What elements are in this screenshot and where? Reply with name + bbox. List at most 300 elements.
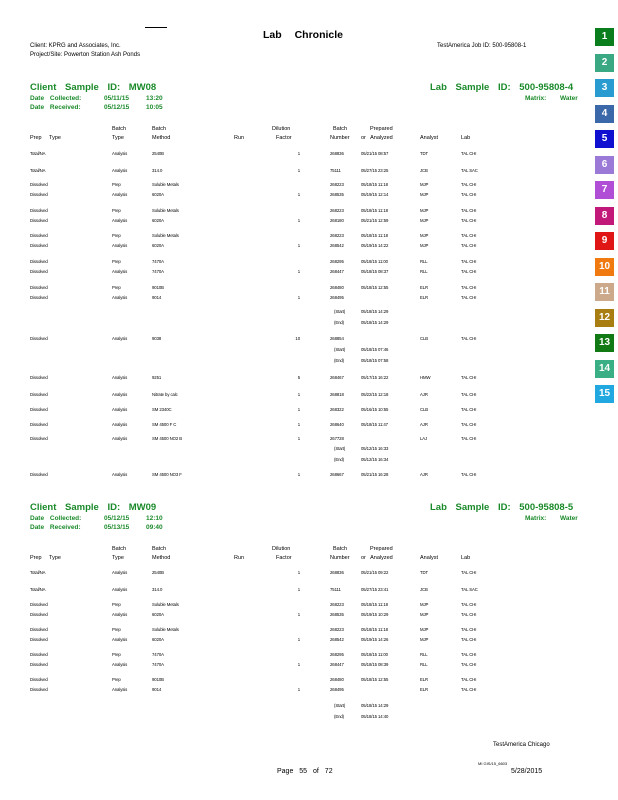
cell-prepared-date: 05/21/15 09:22	[361, 570, 389, 575]
cell-dilution: 1	[297, 436, 300, 441]
cell-lab: TAL CHI	[461, 637, 477, 642]
date-collected: 05/11/15	[104, 95, 129, 102]
col-analyst: Analyst	[420, 555, 439, 561]
cell-batch-method: Nitrate by calc	[152, 392, 178, 397]
cell-lab: TAL CHI	[461, 151, 477, 156]
cell-dilution: 1	[297, 295, 300, 300]
section-tab-3[interactable]: 3	[595, 79, 614, 97]
cell-batch-method: 7470A	[152, 652, 164, 657]
cell-dilution: 10	[295, 336, 300, 341]
cell-batch-type: Analysis	[112, 392, 128, 397]
cell-batch-type: Analysis	[112, 407, 128, 412]
cell-batch-number: 268480	[330, 677, 344, 682]
col-prepared-2: or Analyzed	[361, 555, 393, 561]
cell-batch-method: 7470A	[152, 662, 164, 667]
col-lab: Lab	[461, 135, 471, 141]
cell-batch-type: Prep	[112, 677, 121, 682]
cell-lab: TAL CHI	[461, 182, 477, 187]
cell-analyst: ELR	[420, 687, 429, 692]
col-prepared-1: Prepared	[370, 546, 393, 552]
cell-prep-type: Dissolved	[30, 602, 48, 607]
cell-analyst: ELR	[420, 285, 429, 290]
cell-prepared-date: 05/18/15 14:40	[361, 714, 389, 719]
cell-prep-type: Dissolved	[30, 662, 48, 667]
cell-batch-method: 9014	[152, 295, 162, 300]
cell-prepared-date: 05/21/15 08:57	[361, 151, 389, 156]
cell-analyst: MJP	[420, 208, 429, 213]
cell-batch-number: 268854	[330, 336, 344, 341]
cell-analyst: MJP	[420, 612, 429, 617]
cell-batch-method: 6020A	[152, 243, 164, 248]
header-rule	[145, 27, 167, 28]
page-number: Page 55 of 72	[277, 768, 333, 775]
section-tab-12[interactable]: 12	[595, 309, 614, 327]
col-prep-type: Prep Type	[30, 135, 61, 141]
cell-batch-type: Analysis	[112, 472, 128, 477]
cell-lab: TAL CHI	[461, 285, 477, 290]
cell-analyst: MJP	[420, 218, 429, 223]
cell-batch-type: Prep	[112, 259, 121, 264]
cell-lab: TAL CHI	[461, 472, 477, 477]
cell-lab: TAL CHI	[461, 208, 477, 213]
cell-prepared-date: 05/12/15 16:33	[361, 446, 389, 451]
cell-start-end: (Start)	[334, 309, 346, 314]
cell-batch-type: Analysis	[112, 295, 128, 300]
cell-batch-method: Soluble Metals	[152, 208, 179, 213]
cell-prep-type: Dissolved	[30, 652, 48, 657]
col-batch-type-2: Type	[112, 555, 124, 561]
matrix-label: Matrix:	[525, 95, 547, 102]
section-tab-10[interactable]: 10	[595, 258, 614, 276]
cell-lab: TAL CHI	[461, 687, 477, 692]
cell-lab: TAL SAC	[461, 587, 478, 592]
cell-lab: TAL CHI	[461, 336, 477, 341]
col-dilution-1: Dilution	[272, 546, 291, 552]
cell-batch-type: Analysis	[112, 612, 128, 617]
cell-lab: TAL CHI	[461, 570, 477, 575]
cell-start-end: (End)	[334, 714, 345, 719]
cell-prepared-date: 05/27/15 23:25	[361, 168, 389, 173]
cell-prepared-date: 05/21/15 12:59	[361, 218, 389, 223]
cell-batch-type: Prep	[112, 208, 121, 213]
cell-prepared-date: 05/18/15 11:18	[361, 208, 388, 213]
cell-batch-method: 6020A	[152, 612, 164, 617]
cell-prep-type: Dissolved	[30, 677, 48, 682]
page-title: Lab Chronicle	[263, 29, 344, 41]
cell-prepared-date: 05/19/15 12:14	[361, 192, 389, 197]
cell-batch-method: 2540B	[152, 570, 164, 575]
cell-batch-number: 268447	[330, 269, 344, 274]
cell-prep-type: Dissolved	[30, 336, 48, 341]
col-run: Run	[234, 555, 245, 561]
cell-lab: TAL CHI	[461, 407, 477, 412]
cell-prepared-date: 05/19/15 14:22	[361, 243, 389, 248]
cell-dilution: 1	[297, 218, 300, 223]
cell-batch-number: 268542	[330, 637, 344, 642]
cell-prep-type: Total/NA	[30, 587, 46, 592]
cell-analyst: TDT	[420, 570, 429, 575]
cell-lab: TAL CHI	[461, 422, 477, 427]
cell-prepared-date: 05/27/15 23:41	[361, 587, 389, 592]
cell-batch-number: 268180	[330, 218, 344, 223]
date-collected-label: Date Collected:	[30, 95, 82, 102]
date-received: 05/13/15	[104, 524, 130, 531]
cell-analyst: CLB	[420, 407, 429, 412]
cell-prep-type: Dissolved	[30, 243, 48, 248]
section-tab-9[interactable]: 9	[595, 232, 614, 250]
cell-analyst: ELR	[420, 295, 429, 300]
cell-start-end: (End)	[334, 358, 345, 363]
cell-batch-number: 268223	[330, 208, 344, 213]
cell-batch-number: 268223	[330, 627, 344, 632]
cell-batch-type: Prep	[112, 652, 121, 657]
col-batch-number-1: Batch	[333, 546, 348, 552]
cell-prepared-date: 05/18/15 07:58	[361, 358, 389, 363]
col-batch-type-2: Type	[112, 135, 124, 141]
footer-date: 5/28/2015	[511, 768, 543, 775]
cell-batch-type: Analysis	[112, 422, 128, 427]
cell-prepared-date: 05/18/15 11:18	[361, 602, 388, 607]
col-batch-number-2: Number	[330, 555, 350, 561]
cell-start-end: (Start)	[334, 446, 346, 451]
cell-lab: TAL CHI	[461, 392, 477, 397]
cell-batch-number: 268295	[330, 652, 344, 657]
cell-lab: TAL CHI	[461, 218, 477, 223]
cell-batch-number: 268495	[330, 687, 344, 692]
cell-prep-type: Total/NA	[30, 151, 46, 156]
cell-lab: TAL CHI	[461, 627, 477, 632]
cell-dilution: 1	[297, 243, 300, 248]
col-batch-method-2: Method	[152, 135, 171, 141]
cell-prep-type: Dissolved	[30, 192, 48, 197]
cell-batch-number: 268295	[330, 259, 344, 264]
cell-batch-method: 7470A	[152, 269, 164, 274]
cell-dilution: 1	[297, 637, 300, 642]
cell-batch-type: Analysis	[112, 218, 128, 223]
cell-batch-type: Analysis	[112, 168, 128, 173]
cell-batch-number: 268322	[330, 407, 344, 412]
cell-lab: TAL CHI	[461, 243, 477, 248]
cell-prepared-date: 05/18/15 12:55	[361, 285, 389, 290]
cell-prepared-date: 05/17/15 16:22	[361, 375, 389, 380]
cell-batch-number: 268223	[330, 602, 344, 607]
cell-prepared-date: 05/16/15 10:55	[361, 407, 389, 412]
cell-prepared-date: 05/19/15 10:29	[361, 612, 389, 617]
cell-dilution: 1	[297, 192, 300, 197]
matrix: Water	[560, 515, 578, 522]
cell-lab: TAL CHI	[461, 375, 477, 380]
cell-lab: TAL CHI	[461, 259, 477, 264]
cell-prep-type: Dissolved	[30, 259, 48, 264]
cell-prepared-date: 05/18/15 12:55	[361, 677, 389, 682]
cell-batch-method: 314.0	[152, 168, 163, 173]
cell-dilution: 1	[297, 472, 300, 477]
date-received: 05/12/15	[104, 104, 130, 111]
cell-dilution: 1	[297, 687, 300, 692]
matrix-label: Matrix:	[525, 515, 547, 522]
cell-prep-type: Dissolved	[30, 627, 48, 632]
cell-batch-type: Prep	[112, 233, 121, 238]
col-run: Run	[234, 135, 245, 141]
col-lab: Lab	[461, 555, 471, 561]
cell-lab: TAL CHI	[461, 269, 477, 274]
cell-prepared-date: 05/18/15 14:29	[361, 320, 389, 325]
cell-dilution: 1	[297, 587, 300, 592]
cell-analyst: MJP	[420, 627, 429, 632]
cell-start-end: (End)	[334, 457, 345, 462]
cell-batch-method: 6020A	[152, 192, 164, 197]
cell-lab: TAL CHI	[461, 436, 477, 441]
section-tab-6[interactable]: 6	[595, 156, 614, 174]
cell-prep-type: Dissolved	[30, 233, 48, 238]
section-tab-14[interactable]: 14	[595, 360, 614, 378]
cell-batch-method: Soluble Metals	[152, 602, 179, 607]
cell-batch-method: Soluble Metals	[152, 233, 179, 238]
col-batch-number-1: Batch	[333, 126, 348, 132]
section-tab-13[interactable]: 13	[595, 334, 614, 352]
cell-batch-type: Analysis	[112, 570, 128, 575]
cell-batch-type: Analysis	[112, 151, 128, 156]
cell-batch-number: 268223	[330, 233, 344, 238]
cell-batch-number: 268467	[330, 375, 344, 380]
cell-batch-number: 268836	[330, 151, 344, 156]
matrix: Water	[560, 95, 578, 102]
cell-prepared-date: 05/18/15 08:39	[361, 662, 389, 667]
cell-lab: TAL CHI	[461, 652, 477, 657]
col-dilution-2: Factor	[276, 555, 292, 561]
cell-analyst: RLL	[420, 269, 428, 274]
section-tab-7[interactable]: 7	[595, 181, 614, 199]
col-batch-type-1: Batch	[112, 546, 127, 552]
cell-dilution: 5	[297, 375, 300, 380]
cell-batch-method: 6020A	[152, 637, 164, 642]
cell-batch-type: Analysis	[112, 587, 128, 592]
cell-analyst: RLL	[420, 662, 428, 667]
cell-prepared-date: 05/18/15 11:18	[361, 233, 388, 238]
cell-batch-method: 9010B	[152, 285, 164, 290]
cell-prepared-date: 05/18/15 08:37	[361, 269, 389, 274]
col-batch-method-2: Method	[152, 555, 171, 561]
client-name: Client: KPRG and Associates, Inc.	[30, 43, 121, 49]
cell-prep-type: Dissolved	[30, 392, 48, 397]
cell-lab: TAL CHI	[461, 612, 477, 617]
cell-batch-method: 9251	[152, 375, 162, 380]
cell-analyst: MJP	[420, 637, 429, 642]
cell-batch-method: Soluble Metals	[152, 182, 179, 187]
cell-batch-type: Analysis	[112, 687, 128, 692]
section-tab-11[interactable]: 11	[595, 283, 614, 301]
cell-batch-type: Analysis	[112, 243, 128, 248]
date-received-label: Date Received:	[30, 104, 81, 111]
cell-dilution: 1	[297, 422, 300, 427]
cell-prepared-date: 05/21/15 16:28	[361, 472, 389, 477]
cell-batch-method: Soluble Metals	[152, 627, 179, 632]
cell-batch-method: SM 4500 F C	[152, 422, 177, 427]
time-collected: 12:10	[146, 515, 163, 522]
cell-batch-method: 314.0	[152, 587, 163, 592]
cell-batch-type: Analysis	[112, 637, 128, 642]
section-tab-5[interactable]: 5	[595, 130, 614, 148]
date-collected: 05/12/15	[104, 515, 130, 522]
date-received-label: Date Received:	[30, 524, 81, 531]
cell-batch-method: SM 2340C	[152, 407, 172, 412]
col-batch-type-1: Batch	[112, 126, 127, 132]
cell-prepared-date: 05/18/15 07:46	[361, 347, 389, 352]
cell-batch-method: 9010B	[152, 677, 164, 682]
lab-sample-id: Lab Sample ID: 500-95808-4	[430, 82, 574, 93]
cell-dilution: 1	[297, 392, 300, 397]
cell-start-end: (End)	[334, 320, 345, 325]
cell-analyst: LAJ	[420, 436, 428, 441]
cell-dilution: 1	[297, 612, 300, 617]
cell-batch-type: Prep	[112, 285, 121, 290]
cell-analyst: AJR	[420, 472, 428, 477]
cell-analyst: MJP	[420, 192, 429, 197]
cell-batch-number: 268542	[330, 243, 344, 248]
cell-prep-type: Dissolved	[30, 375, 48, 380]
cell-analyst: MJP	[420, 182, 429, 187]
cell-analyst: AJR	[420, 422, 428, 427]
cell-batch-method: 7470A	[152, 259, 164, 264]
cell-batch-number: 268535	[330, 612, 344, 617]
cell-prep-type: Dissolved	[30, 208, 48, 213]
cell-batch-type: Prep	[112, 627, 121, 632]
cell-analyst: MJP	[420, 243, 429, 248]
cell-batch-number: 268640	[330, 422, 344, 427]
col-dilution-1: Dilution	[272, 126, 291, 132]
cell-batch-method: SM 4500 NO3 F	[152, 472, 182, 477]
cell-prepared-date: 05/18/15 14:29	[361, 703, 389, 708]
cell-batch-type: Analysis	[112, 375, 128, 380]
cell-analyst: MJP	[420, 233, 429, 238]
section-tab-2[interactable]: 2	[595, 54, 614, 72]
cell-batch-type: Analysis	[112, 662, 128, 667]
cell-batch-number: 75111	[330, 168, 341, 173]
cell-prep-type: Dissolved	[30, 472, 48, 477]
cell-lab: TAL CHI	[461, 192, 477, 197]
cell-batch-number: 268223	[330, 182, 344, 187]
job-id: TestAmerica Job ID: 500-95808-1	[437, 43, 527, 49]
cell-analyst: JCB	[420, 168, 428, 173]
cell-prep-type: Dissolved	[30, 422, 48, 427]
cell-dilution: 1	[297, 269, 300, 274]
cell-analyst: RLL	[420, 652, 428, 657]
cell-analyst: ELR	[420, 677, 429, 682]
cell-dilution: 1	[297, 168, 300, 173]
cell-prepared-date: 05/22/15 12:18	[361, 392, 389, 397]
cell-prepared-date: 05/12/15 16:34	[361, 457, 389, 462]
cell-dilution: 1	[297, 407, 300, 412]
cell-batch-type: Prep	[112, 602, 121, 607]
cell-prepared-date: 05/18/15 14:29	[361, 309, 389, 314]
lab-sample-id: Lab Sample ID: 500-95808-5	[430, 502, 574, 513]
cell-dilution: 1	[297, 662, 300, 667]
cell-prepared-date: 05/18/15 11:18	[361, 182, 388, 187]
cell-analyst: RLL	[420, 259, 428, 264]
cell-prepared-date: 05/19/15 14:26	[361, 637, 389, 642]
col-analyst: Analyst	[420, 135, 439, 141]
cell-batch-type: Analysis	[112, 192, 128, 197]
cell-batch-method: SM 4500 NO2 B	[152, 436, 182, 441]
cell-lab: TAL CHI	[461, 602, 477, 607]
cell-prep-type: Dissolved	[30, 637, 48, 642]
cell-prepared-date: 05/18/15 11:00	[361, 259, 388, 264]
cell-start-end: (Start)	[334, 347, 346, 352]
section-tab-1[interactable]: 1	[595, 28, 614, 46]
cell-analyst: HMW	[420, 375, 431, 380]
cell-lab: TAL CHI	[461, 662, 477, 667]
cell-analyst: CLB	[420, 336, 429, 341]
cell-batch-type: Prep	[112, 182, 121, 187]
section-tab-4[interactable]: 4	[595, 105, 614, 123]
col-batch-number-2: Number	[330, 135, 350, 141]
col-dilution-2: Factor	[276, 135, 292, 141]
cell-prep-type: Dissolved	[30, 687, 48, 692]
cell-lab: TAL CHI	[461, 677, 477, 682]
cell-dilution: 1	[297, 570, 300, 575]
cell-batch-method: 9038	[152, 336, 162, 341]
col-prepared-2: or Analyzed	[361, 135, 393, 141]
cell-prepared-date: 05/18/15 11:47	[361, 422, 388, 427]
cell-prep-type: Total/NA	[30, 168, 46, 173]
cell-prep-type: Dissolved	[30, 612, 48, 617]
time-collected: 13:20	[146, 95, 163, 102]
cell-prep-type: Dissolved	[30, 269, 48, 274]
cell-batch-number: 268535	[330, 192, 344, 197]
cell-prepared-date: 05/18/15 11:18	[361, 627, 388, 632]
col-batch-method-1: Batch	[152, 546, 167, 552]
cell-batch-number: 268667	[330, 472, 344, 477]
cell-batch-method: 2540B	[152, 151, 164, 156]
cell-batch-number: 268818	[330, 392, 344, 397]
cell-batch-number: 268495	[330, 295, 344, 300]
cell-batch-type: Analysis	[112, 336, 128, 341]
cell-batch-method: 6020A	[152, 218, 164, 223]
client-sample-id: Client Sample ID: MW08	[30, 82, 157, 93]
cell-batch-number: 75111	[330, 587, 341, 592]
cell-batch-type: Analysis	[112, 269, 128, 274]
cell-prep-type: Dissolved	[30, 285, 48, 290]
cell-lab: TAL SAC	[461, 168, 478, 173]
footer-company: TestAmerica Chicago	[493, 742, 550, 748]
col-prep-type: Prep Type	[30, 555, 61, 561]
cell-prep-type: Dissolved	[30, 436, 48, 441]
cell-analyst: JCB	[420, 587, 428, 592]
cell-lab: TAL CHI	[461, 233, 477, 238]
cell-prep-type: Dissolved	[30, 407, 48, 412]
cell-prep-type: Dissolved	[30, 295, 48, 300]
cell-lab: TAL CHI	[461, 295, 477, 300]
cell-batch-number: 268480	[330, 285, 344, 290]
cell-prep-type: Dissolved	[30, 182, 48, 187]
project-site: Project/Site: Powerton Station Ash Ponds	[30, 52, 141, 58]
footer-code: MI GIS/15_6603	[478, 761, 508, 766]
cell-analyst: TDT	[420, 151, 429, 156]
cell-batch-number: 268836	[330, 570, 344, 575]
time-received: 10:05	[146, 104, 163, 111]
section-tab-15[interactable]: 15	[595, 385, 614, 403]
cell-analyst: MJP	[420, 602, 429, 607]
date-collected-label: Date Collected:	[30, 515, 82, 522]
cell-batch-method: 9014	[152, 687, 162, 692]
section-tab-8[interactable]: 8	[595, 207, 614, 225]
cell-batch-number: 268447	[330, 662, 344, 667]
cell-start-end: (Start)	[334, 703, 346, 708]
client-sample-id: Client Sample ID: MW09	[30, 502, 157, 513]
col-batch-method-1: Batch	[152, 126, 167, 132]
time-received: 09:40	[146, 524, 163, 531]
col-prepared-1: Prepared	[370, 126, 393, 132]
